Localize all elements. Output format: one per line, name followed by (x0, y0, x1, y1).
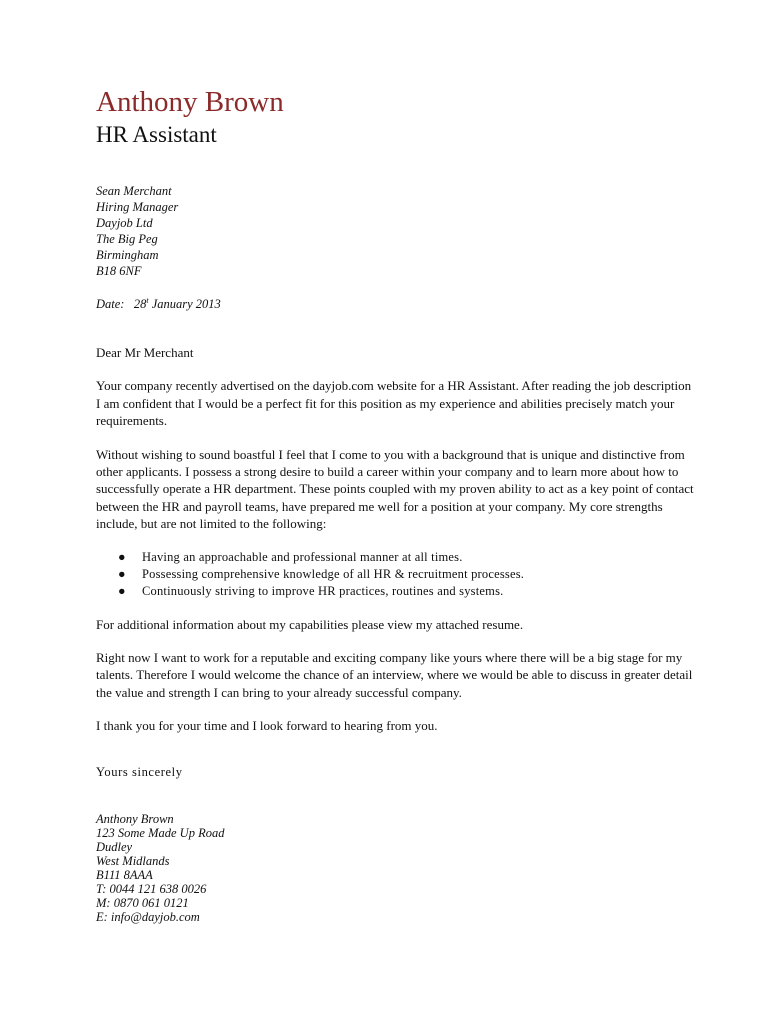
sender-address (96, 812, 696, 924)
date-rest: January 2013 (151, 297, 221, 311)
recipient-line: The Big Peg (96, 232, 158, 246)
recipient-line: Birmingham (96, 248, 159, 262)
strengths-list (96, 549, 696, 600)
paragraph-thanks: I thank you for your time and I look forward to hearing from you. (96, 718, 438, 734)
sender-line: Dudley (96, 839, 133, 854)
recipient-line: Hiring Manager (96, 200, 179, 214)
recipient-address (96, 183, 696, 279)
list-item (96, 549, 696, 566)
bullet-icon: ● (118, 583, 126, 598)
date-suffix: t (146, 296, 149, 305)
sender-phone: T: 0044 121 638 0026 (96, 881, 207, 896)
sender-mobile: M: 0870 061 0121 (96, 895, 189, 910)
letter-body (96, 344, 696, 735)
salutation: Dear Mr Merchant (96, 345, 194, 360)
letter-date (96, 296, 696, 312)
recipient-line: B18 6NF (96, 264, 142, 278)
paragraph-resume: For additional information about my capabilities please view my attached resume. (96, 616, 524, 632)
bullet-icon: ● (118, 549, 126, 564)
paragraph-interest: Right now I want to work for a reputable and exciting company like yours where there will be a big stage for my talents. Therefore I would welcome the chance of an interview, where we would be able to discuss in greater detail the value and strength I can bring to your already successful company. (96, 650, 693, 700)
sender-line: Anthony Brown (96, 811, 174, 826)
applicant-name: Anthony Brown (96, 86, 284, 118)
list-item (96, 583, 696, 600)
date-day: 28 (133, 297, 147, 311)
recipient-line: Sean Merchant (96, 184, 172, 198)
date-label: Date: (96, 297, 125, 311)
job-title: HR Assistant (96, 122, 217, 147)
list-item-text: Possessing comprehensive knowledge of all HR & recruitment processes. (142, 566, 525, 581)
bullet-icon: ● (118, 566, 126, 581)
recipient-line: Dayjob Ltd (96, 216, 153, 230)
paragraph-intro: Your company recently advertised on the dayjob.com website for a HR Assistant. After reading the job description I am confident that I would be a perfect fit for this position as my experience and abilities precisely match your requirements. (96, 378, 692, 429)
list-item-text: Continuously striving to improve HR practices, routines and systems. (142, 583, 504, 598)
sender-line: West Midlands (96, 853, 170, 868)
paragraph-background: Without wishing to sound boastful I feel that I come to you with a background that is unique and distinctive from other applicants. I possess a strong desire to build a career within your company and to learn more about how to successfully operate a HR department. These points coupled with my proven ability to act as a key point of contact between the HR and payroll teams, have prepared me well for a position at your company. My core strengths include, but are not limited to the following: (96, 446, 694, 532)
sender-line: B111 8AAA (96, 867, 153, 882)
sender-email: E: info@dayjob.com (96, 909, 200, 924)
list-item-text: Having an approachable and professional manner at all times. (142, 549, 463, 564)
letter-page (96, 84, 696, 924)
sender-line: 123 Some Made Up Road (96, 825, 225, 840)
list-item (96, 566, 696, 583)
closing: Yours sincerely (96, 764, 183, 779)
